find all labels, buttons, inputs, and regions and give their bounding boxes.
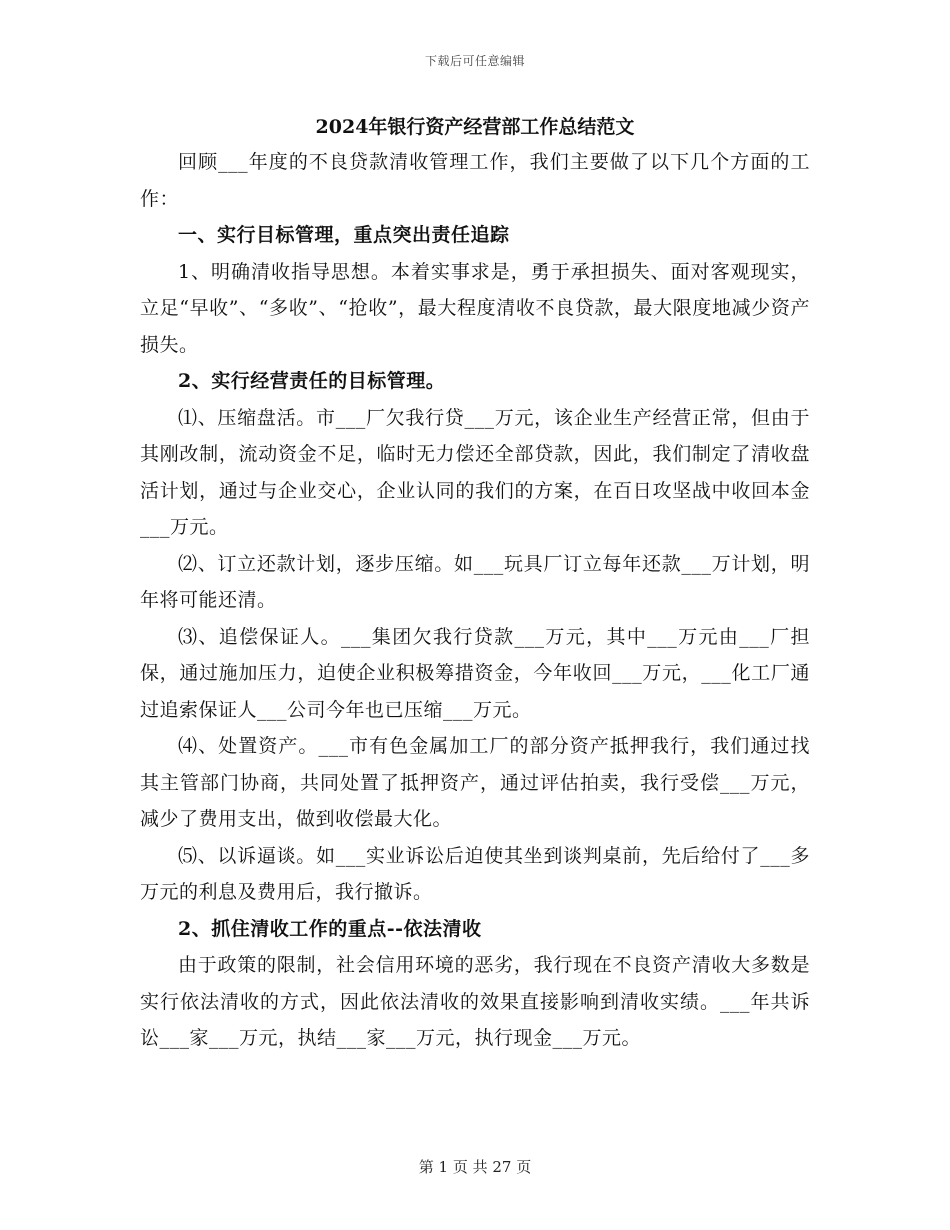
paragraph-legal-collection: 由于政策的限制，社会信用环境的恶劣，我行现在不良资产清收大多数是实行依法清收的方式，因此依法清收的效果直接影响到清收实绩。___年共诉讼___家___万元，执结___家___万元，执行现金___万元。 [140,954,810,1049]
section-heading-3: 2、抓住清收工作的重点--依法清收 [178,917,482,940]
paragraph-item-1: ⑴、压缩盘活。市___厂欠我行贷___万元，该企业生产经营正常，但由于其刚改制，流动资金不足，临时无力偿还全部贷款，因此，我们制定了清收盘活计划，通过与企业交心，企业认同的我们的方案，在百日攻坚战中收回本金___万元。 [140,406,810,538]
page-number: 第 1 页 共 27 页 [418,1158,532,1176]
page-header-note: 下载后可任意编辑 [424,54,525,68]
paragraph-item-3: ⑶、追偿保证人。___集团欠我行贷款___万元，其中___万元由___厂担保，通过施加压力，迫使企业积极筹措资金，今年收回___万元，___化工厂通过追索保证人___公司今年也已压缩___万元。 [140,625,810,721]
paragraph-guiding-principle: 1、明确清收指导思想。本着实事求是，勇于承担损失、面对客观现实，立足“早收”、“多收”、“抢收”，最大程度清收不良贷款，最大限度地减少资产损失。 [140,260,810,356]
document-body [140,110,810,1057]
paragraph-item-4: ⑷、处置资产。___市有色金属加工厂的部分资产抵押我行，我们通过找其主管部门协商，共同处置了抵押资产，通过评估拍卖，我行受偿___万元，减少了费用支出，做到收偿最大化。 [140,735,810,830]
paragraph-item-2: ⑵、订立还款计划，逐步压缩。如___玩具厂订立每年还款___万计划，明年将可能还清。 [140,552,810,611]
paragraph-intro: 回顾___年度的不良贷款清收管理工作，我们主要做了以下几个方面的工作： [140,151,810,210]
document-title: 2024年银行资产经营部工作总结范文 [315,116,635,138]
section-heading-2: 2、实行经营责任的目标管理。 [178,370,446,392]
section-heading-1: 一、实行目标管理，重点突出责任追踪 [178,224,510,246]
paragraph-item-5: ⑸、以诉逼谈。如___实业诉讼后迫使其坐到谈判桌前，先后给付了___多万元的利息及费用后，我行撤诉。 [140,844,810,903]
